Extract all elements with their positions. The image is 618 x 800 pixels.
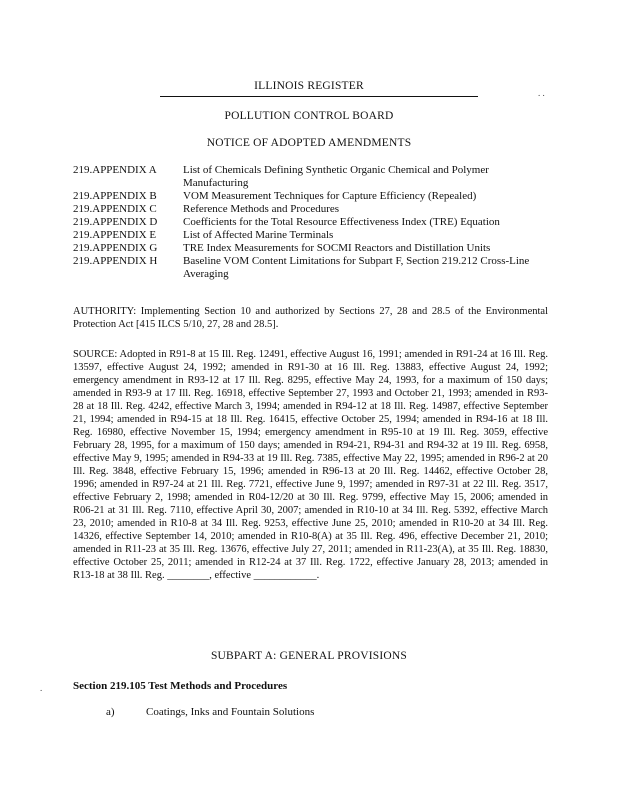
section-heading: Section 219.105 Test Methods and Procedures: [73, 680, 288, 692]
appendix-code: 219.APPENDIX H: [73, 255, 158, 267]
appendix-code: 219.APPENDIX D: [73, 216, 158, 228]
appendix-row: [73, 229, 553, 242]
margin-mark-left: .: [40, 683, 43, 693]
appendix-code: 219.APPENDIX G: [73, 242, 158, 254]
appendix-row: [73, 203, 553, 216]
sub-item: [106, 706, 314, 718]
source-paragraph: SOURCE: Adopted in R91-8 at 15 Ill. Reg. 12491, effective August 16, 1991; amended in R91-24 at 16 Ill. Reg. 13597, effective August 24, 1992; amended in R91-30 at 16 Ill. Reg. 13883, effective August 24, 1992; emergency amendment in R93-12 at 17 Ill. Reg. 8295, effective May 24, 1993, for a maximum of 150 days; amended in R93-9 at 17 Ill. Reg. 16918, effective September 27, 1993 and October 21, 1993; amended in R93-28 at 18 Ill. Reg. 4242, effective March 3, 1994; amended in R94-12 at 18 Ill. Reg. 14987, effective September 21, 1994; amended in R94-15 at 18 Ill. Reg. 16415, effective October 25, 1994; amended in R94-16 at 18 Ill. Reg. 16980, effective November 15, 1994; emergency amendment in R95-10 at 19 Ill. Reg. 3059, effective February 28, 1995, for a maximum of 150 days; amended in R94-21, R94-31 and R94-32 at 19 Ill. Reg. 6958, effective May 9, 1995; amended in R94-33 at 19 Ill. Reg. 7385, effective May 22, 1995; amended in R96-2 at 20 Ill. Reg. 3848, effective February 15, 1996; amended in R96-13 at 20 Ill. Reg. 14462, effective October 28, 1996; amended in R97-24 at 21 Ill. Reg. 7721, effective June 9, 1997; amended in R97-31 at 22 Ill. Reg. 3517, effective February 2, 1998; amended in R04-12/20 at 30 Ill. Reg. 9799, effective May 15, 2006; amended in R06-21 at 31 Ill. Reg. 7110, effective April 30, 2007; amended in R10-10 at 34 Ill. Reg. 5392, effective March 23, 2010; amended in R10-8 at 34 Ill. Reg. 9253, effective June 25, 2010; amended in R10-20 at 34 Ill. Reg. 14326, effective September 14, 2010; amended in R10-8(A) at 35 Ill. Reg. 496, effective December 21, 2010; amended in R11-23 at 35 Ill. Reg. 13676, effective July 27, 2011; amended in R11-23(A), at 35 Ill. Reg. 18830, effective October 25, 2011; amended in R12-24 at 37 Ill. Reg. 1722, effective January 28, 2013; amended in R13-18 at 38 Ill. Reg. ________, effective ____________.: [73, 349, 548, 581]
appendix-desc: List of Chemicals Defining Synthetic Organic Chemical and Polymer Manufacturing: [183, 164, 489, 189]
appendix-row: [73, 190, 553, 203]
sub-item-text: Coatings, Inks and Fountain Solutions: [146, 706, 315, 718]
sub-item-label: a): [106, 706, 115, 718]
appendix-code: 219.APPENDIX E: [73, 229, 157, 241]
appendix-list: [73, 164, 553, 281]
appendix-row: [73, 242, 553, 255]
appendix-desc: VOM Measurement Techniques for Capture Efficiency (Repealed): [183, 190, 477, 202]
notice-title: NOTICE OF ADOPTED AMENDMENTS: [206, 137, 412, 149]
appendix-code: 219.APPENDIX A: [73, 164, 157, 176]
margin-mark-right: . .: [538, 88, 545, 98]
appendix-desc: TRE Index Measurements for SOCMI Reactors and Distillation Units: [183, 242, 491, 254]
register-title: ILLINOIS REGISTER: [254, 80, 364, 92]
appendix-desc: List of Affected Marine Terminals: [183, 229, 334, 241]
authority-paragraph: AUTHORITY: Implementing Section 10 and authorized by Sections 27, 28 and 28.5 of the Environmental Protection Act [415 ILCS 5/10, 27, 28 and 28.5].: [73, 306, 548, 330]
board-name: POLLUTION CONTROL BOARD: [224, 110, 394, 122]
appendix-row: [73, 164, 553, 190]
appendix-code: 219.APPENDIX C: [73, 203, 157, 215]
appendix-desc: Baseline VOM Content Limitations for Subpart F, Section 219.212 Cross-Line Averaging: [183, 255, 530, 280]
header-rule: [160, 96, 478, 97]
appendix-desc: Reference Methods and Procedures: [183, 203, 340, 215]
appendix-desc: Coefficients for the Total Resource Effectiveness Index (TRE) Equation: [183, 216, 500, 228]
appendix-row: [73, 216, 553, 229]
subpart-heading: SUBPART A: GENERAL PROVISIONS: [210, 650, 408, 662]
appendix-code: 219.APPENDIX B: [73, 190, 157, 202]
appendix-row: [73, 255, 553, 281]
